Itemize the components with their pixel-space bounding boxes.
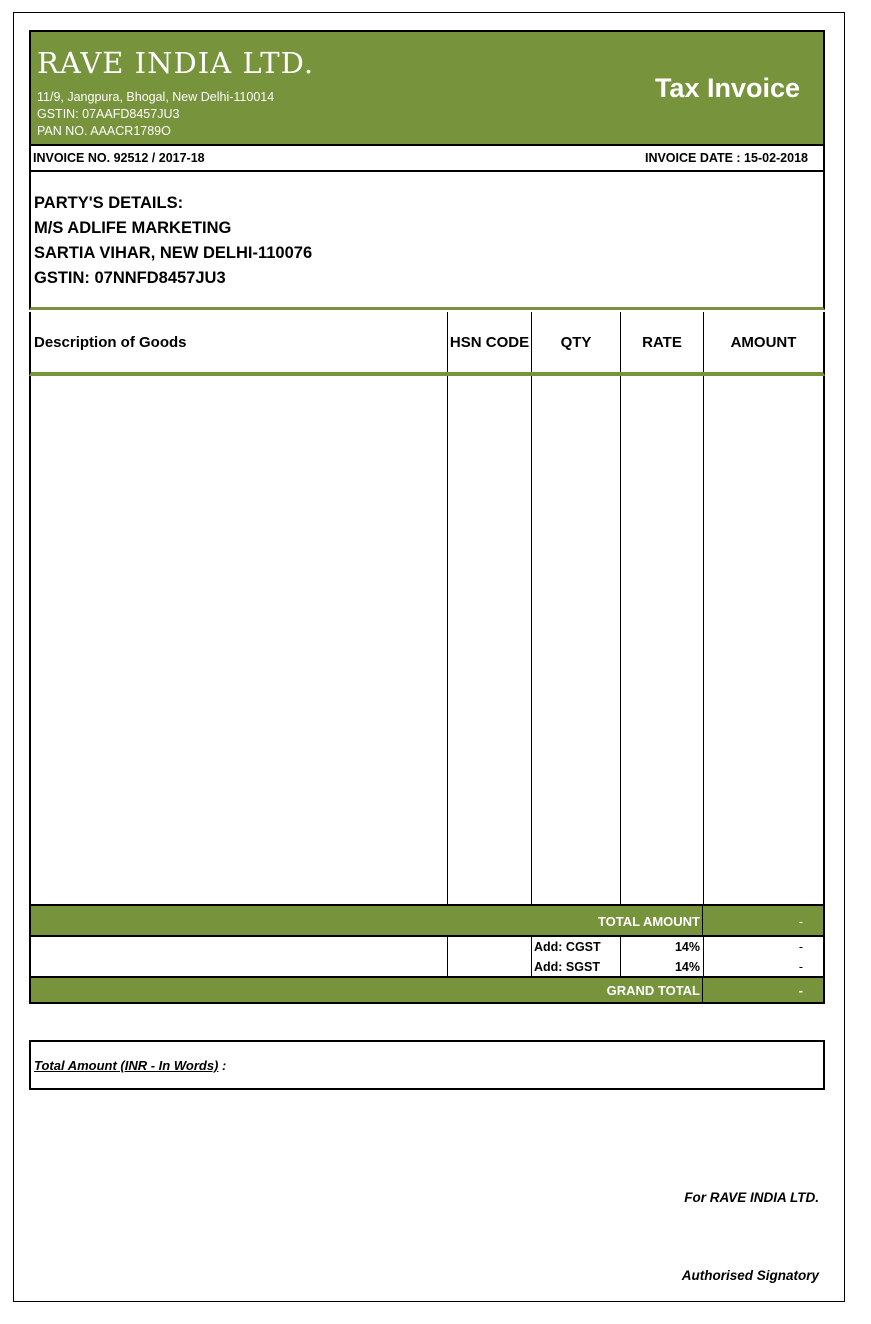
divider xyxy=(531,937,532,976)
company-pan: PAN NO. AAACR1789O xyxy=(37,124,171,138)
sgst-label: Add: SGST xyxy=(534,960,600,974)
divider xyxy=(620,376,621,904)
grand-total-value: - xyxy=(798,983,803,998)
col-amount: AMOUNT xyxy=(730,333,797,351)
divider xyxy=(447,376,448,904)
invoice-header xyxy=(29,30,825,144)
divider xyxy=(620,937,621,976)
divider xyxy=(703,312,704,372)
amount-in-words-box xyxy=(29,1040,825,1090)
total-amount-label: TOTAL AMOUNT xyxy=(597,914,700,929)
total-amount-row xyxy=(29,904,825,937)
total-amount-value: - xyxy=(798,914,803,929)
cgst-value: - xyxy=(798,940,803,954)
divider xyxy=(702,978,703,1002)
goods-table-body xyxy=(29,376,825,904)
signature-for: For RAVE INDIA LTD. xyxy=(684,1190,819,1205)
divider xyxy=(531,376,532,904)
amount-in-words-colon: : xyxy=(218,1058,227,1073)
col-qty: QTY xyxy=(560,333,592,351)
party-details xyxy=(29,172,825,310)
goods-table-header xyxy=(29,312,825,376)
invoice-date: INVOICE DATE : 15-02-2018 xyxy=(644,151,808,165)
sgst-value: - xyxy=(798,960,803,974)
invoice-number: INVOICE NO. 92512 / 2017-18 xyxy=(33,151,205,165)
sgst-rate: 14% xyxy=(674,960,700,974)
divider xyxy=(703,376,704,904)
grand-total-row xyxy=(29,978,825,1004)
col-rate: RATE xyxy=(642,333,682,351)
cgst-label: Add: CGST xyxy=(534,940,601,954)
tax-rows xyxy=(29,937,825,978)
document-title: Tax Invoice xyxy=(654,73,800,103)
invoice-info-bar xyxy=(29,144,825,172)
party-address: SARTIA VIHAR, NEW DELHI-110076 xyxy=(34,244,313,262)
cgst-rate: 14% xyxy=(674,940,700,954)
divider xyxy=(447,312,448,372)
col-hsn-code: HSN CODE xyxy=(449,333,530,351)
party-heading: PARTY'S DETAILS: xyxy=(34,194,184,212)
company-address: 11/9, Jangpura, Bhogal, New Delhi-110014 xyxy=(37,90,275,104)
party-name: M/S ADLIFE MARKETING xyxy=(34,219,232,237)
authorised-signatory: Authorised Signatory xyxy=(681,1268,819,1283)
divider xyxy=(447,937,448,976)
company-gstin: GSTIN: 07AAFD8457JU3 xyxy=(37,107,180,121)
amount-in-words-label: Total Amount (INR - In Words) xyxy=(34,1058,219,1073)
divider xyxy=(703,937,704,976)
grand-total-label: GRAND TOTAL xyxy=(606,983,700,998)
divider xyxy=(702,906,703,935)
divider xyxy=(620,312,621,372)
divider xyxy=(531,312,532,372)
col-description: Description of Goods xyxy=(34,333,187,351)
company-name: RAVE INDIA LTD. xyxy=(37,46,315,80)
amount-in-words-field xyxy=(34,1058,226,1073)
party-gstin: GSTIN: 07NNFD8457JU3 xyxy=(34,269,226,287)
